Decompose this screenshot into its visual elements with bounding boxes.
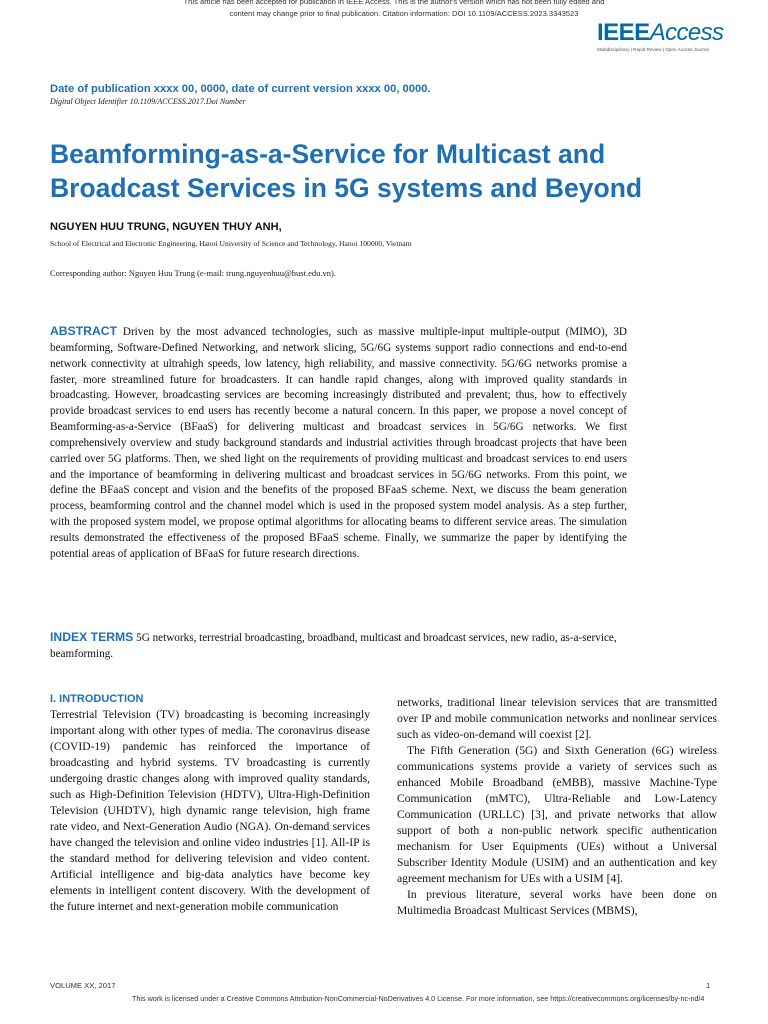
index-terms bbox=[50, 629, 627, 662]
corresponding-author: Corresponding author: Nguyen Huu Trung (e-mail: trung.nguyenhuu@hust.edu.vn). bbox=[50, 268, 336, 278]
intro-paragraph-1-continued: networks, traditional linear television services that are transmitted over IP and mobile communication networks and nonlinear services such as video-on-demand will coexist [2]. bbox=[397, 696, 717, 741]
doi-line: Digital Object Identifier 10.1109/ACCESS.2017.Doi Number bbox=[50, 97, 246, 106]
notice-line-1: This article has been accepted for publication in IEEE Access. This is the author's version which has not been fully edited and bbox=[183, 0, 605, 6]
section-heading: I. INTRODUCTION bbox=[50, 693, 144, 705]
body-column-left bbox=[50, 692, 370, 915]
publication-date: Date of publication xxxx 00, 0000, date of current version xxxx 00, 0000. bbox=[50, 83, 431, 95]
intro-paragraph-1: Terrestrial Television (TV) broadcasting is becoming increasingly important along with other types of media. The coronavirus disease (COVID-19) pandemic has reinforced the importance of broadcasting and hybrid systems. TV broadcasting is currently undergoing drastic changes along with improved quality standards, such as High-Definition Television (HDTV), Ultra-High-Definition Television (UHDTV), high dynamic range television, high frame rate video, and Next-Generation Audio (NGA). On-demand services have changed the television and online video industries [1]. All-IP is the standard method for delivering television and video content. Artificial intelligence and big-data analytics have become key elements in intelligent content discovery. With the development of the future internet and next-generation mobile communication bbox=[50, 708, 370, 913]
intro-paragraph-3: In previous literature, several works have been done on Multimedia Broadcast Multicast Services (MBMS), bbox=[397, 888, 717, 917]
paper-title: Beamforming-as-a-Service for Multicast and Broadcast Services in 5G systems and Beyond bbox=[50, 139, 643, 203]
prepublication-notice bbox=[0, 0, 768, 20]
notice-line-2: content may change prior to final publication. Citation information: DOI 10.1109/ACCESS.2023.3343523 bbox=[229, 9, 579, 18]
abstract-text: Driven by the most advanced technologies, such as massive multiple-input multiple-output (MIMO), 3D beamforming, Software-Defined Networking, and network slicing, 5G/6G systems support radio connections and end-to-end network connectivity at ultrahigh speeds, low latency, high reliability, and massive connectivity. 5G/6G networks promise a faster, more streamlined future for broadcasters. It can handle rapid changes, along with improved quality standards in broadcasting. However, broadcasting services are becoming increasingly distributed and prevalent; thus, how to effectively provide broadcast services to end users has recently become a natural concern. In this paper, we propose a novel concept of Beamforming-as-a-Service (BFaaS) for delivering multicast and broadcast services in 5G/6G networks. We first comprehensively overview and study background standards and industrial activities through broadcast projects that have been carried over 5G platforms. Then, we shed light on the requirements of providing multicast and broadcast services to end users and the importance of beamforming in delivering multicast and broadcast services in 5G/6G networks. From this point, we define the BFaaS concept and vision and the benefits of the proposed BFaaS scheme. Next, we discuss the beam generation process, beamforming control and the channel model which is used in the proposed system model analysis. As a step further, with the proposed system model, we propose optimal algorithms for allocating beams to different service areas. The simulation results demonstrated the effectiveness of the proposed BFaaS scheme. Finally, we summarize the paper by identifying the potential areas of application of BFaaS for future research directions. bbox=[50, 326, 628, 560]
intro-paragraph-2: The Fifth Generation (5G) and Sixth Generation (6G) wireless communications systems provide a variety of services such as enhanced Mobile Broadband (eMBB), massive Machine-Type Communication (mMTC), Ultra-Reliable and Low-Latency Communication (URLLC) [3], and private networks that allow support of both a non-public network specific authentication mechanism for User Equipments (UEs) without a Universal Subscriber Identity Module (USIM) and an authentication and key agreement mechanism for UEs with a USIM [4]. bbox=[397, 744, 717, 885]
footer-volume: VOLUME XX, 2017 bbox=[50, 981, 116, 990]
logo-wordmark bbox=[597, 20, 727, 46]
author-affiliation: School of Electrical and Electronic Engineering, Hanoi University of Science and Technology, Hanoi 100000, Vietnam bbox=[50, 239, 412, 248]
logo-ieee-text: IEEE bbox=[597, 19, 650, 46]
license-notice: This work is licensed under a Creative Commons Attribution-NonCommercial-NoDerivatives 4.0 License. For more information, see https://creativecommons.org/licenses/by-nc-nd/4 bbox=[132, 994, 705, 1003]
logo-access-text: Access bbox=[649, 19, 724, 46]
abstract-label: ABSTRACT bbox=[50, 324, 118, 338]
index-terms-label: INDEX TERMS bbox=[50, 630, 134, 644]
ieee-access-logo bbox=[597, 20, 727, 52]
logo-tagline: Multidisciplinary | Rapid Review | Open Access Journal bbox=[597, 47, 709, 52]
footer-page-number: 1 bbox=[706, 981, 711, 990]
index-terms-text: 5G networks, terrestrial broadcasting, broadband, multicast and broadcast services, new radio, as-a-service, beamforming. bbox=[50, 632, 617, 660]
author-list: NGUYEN HUU TRUNG, NGUYEN THUY ANH, bbox=[50, 221, 282, 233]
abstract bbox=[50, 324, 627, 563]
body-column-right bbox=[397, 695, 717, 919]
